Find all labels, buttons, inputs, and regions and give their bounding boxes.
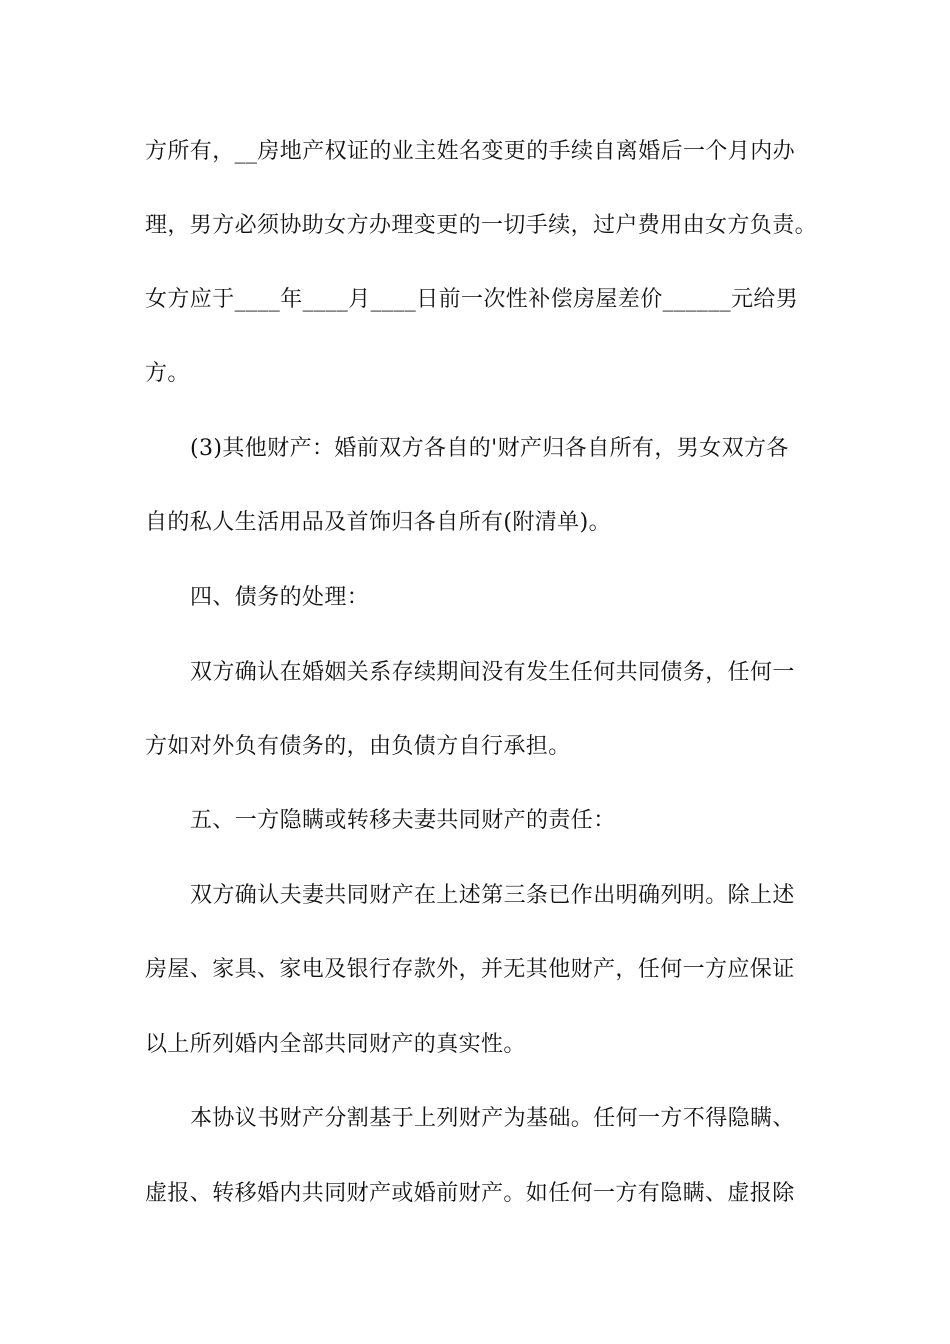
paragraph-line-9: 方如对外负有债务的，由负债方自行承担。: [145, 734, 571, 759]
paragraph-line-12: 房屋、家具、家电及银行存款外，并无其他财产，任何一方应保证: [145, 957, 795, 982]
paragraph-line-3: 女方应于____年____月____日前一次性补偿房屋差价______元给男: [145, 287, 799, 312]
paragraph-line-11: 双方确认夫妻共同财产在上述第三条已作出明确列明。除上述: [190, 883, 795, 908]
paragraph-line-5: (3)其他财产：婚前双方各自的'财产归各自所有，男女双方各: [190, 436, 789, 461]
paragraph-line-1: 方所有，__房地产权证的业主姓名变更的手续自离婚后一个月内办: [145, 139, 796, 164]
paragraph-line-4: 方。: [145, 361, 190, 386]
paragraph-line-2: 理，男方必须协助女方办理变更的一切手续，过户费用由女方负责。: [145, 213, 818, 238]
paragraph-line-13: 以上所列婚内全部共同财产的真实性。: [145, 1032, 526, 1057]
paragraph-line-14: 本协议书财产分割基于上列财产为基础。任何一方不得隐瞒、: [190, 1106, 795, 1131]
section-heading-debts: 四、债务的处理：: [190, 585, 370, 610]
paragraph-line-15: 虚报、转移婚内共同财产或婚前财产。如任何一方有隐瞒、虚报除: [145, 1181, 795, 1206]
section-heading-concealment: 五、一方隐瞒或转移夫妻共同财产的责任：: [190, 808, 616, 833]
paragraph-line-8: 双方确认在婚姻关系存续期间没有发生任何共同债务，任何一: [190, 660, 795, 685]
paragraph-line-6: 自的私人生活用品及首饰归各自所有(附清单)。: [145, 510, 611, 535]
